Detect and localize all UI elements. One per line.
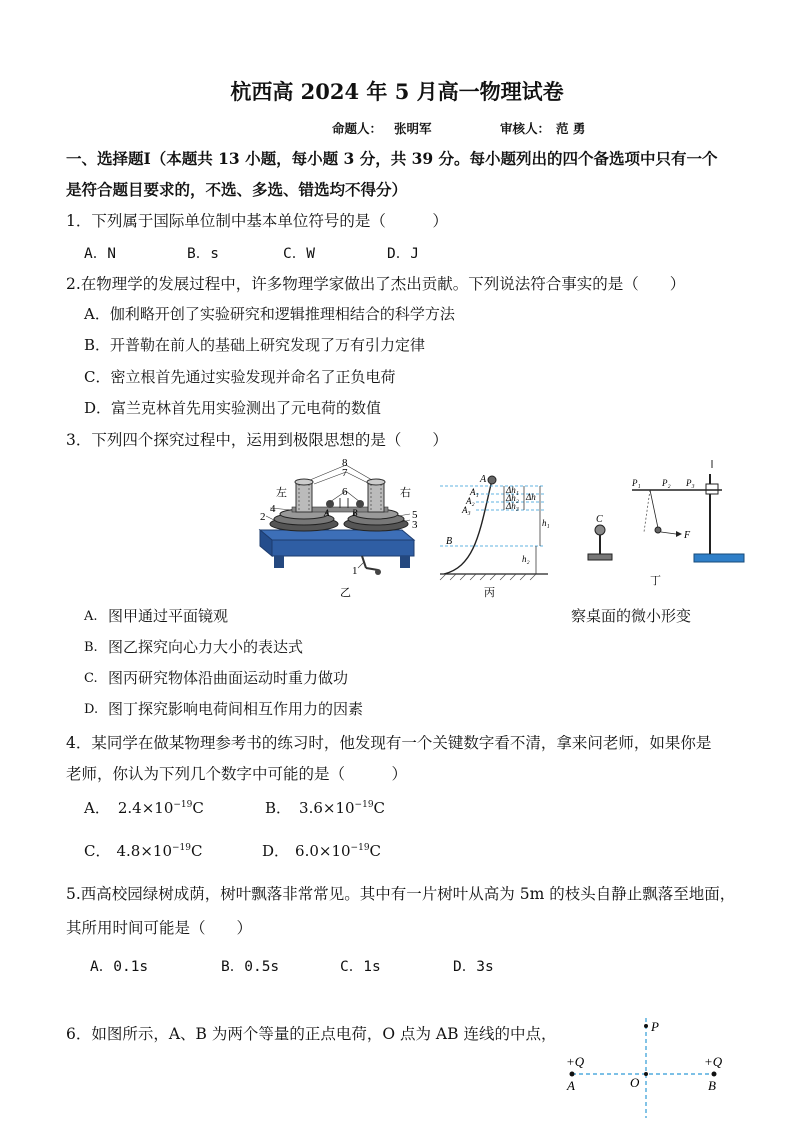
- figure-yi-label-3: 3: [412, 519, 418, 531]
- q3-option-a-text: 图甲通过平面镜观: [108, 607, 229, 625]
- q4-option-a-letter: A．: [84, 799, 110, 817]
- figure-yi-label-8: 8: [342, 458, 348, 469]
- figure-ding-charge-interaction: [582, 454, 750, 600]
- q3-stem: 3．下列四个探究过程中，运用到极限思想的是（ ）: [66, 431, 448, 449]
- q2-option-c: C．密立根首先通过实验发现并命名了正负电荷: [84, 368, 396, 386]
- q5-option-d: D．3s: [453, 959, 494, 975]
- q4-option-c-times-ten: ×10: [140, 842, 172, 860]
- q4-option-c: [84, 840, 202, 861]
- q1-stem: 1．下列属于国际单位制中基本单位符号的是（ ）: [66, 212, 448, 230]
- figure-bing-label-dh3: Δh₃: [506, 501, 519, 511]
- q4-option-b-letter: B．: [265, 799, 292, 817]
- figure-yi-label-4: 4: [270, 503, 276, 515]
- q5-stem-line2: 其所用时间可能是（ ）: [66, 919, 253, 937]
- figure-yi-point-b: B: [352, 508, 358, 518]
- q3-option-d-text: 图丁探究影响电荷间相互作用力的因素: [108, 700, 364, 718]
- figure-yi-label-1: 1: [352, 565, 358, 577]
- q3-option-c-text: 图丙研究物体沿曲面运动时重力做功: [108, 669, 349, 687]
- figure-bing-curve-heights: [436, 470, 552, 600]
- q2-stem: 2.在物理学的发展过程中，许多物理学家做出了杰出贡献。下列说法符合事实的是（ ）: [66, 275, 686, 293]
- figure-ding-label-p2: P₂: [662, 478, 671, 488]
- q3-option-b-text: 图乙探究向心力大小的表达式: [108, 638, 304, 656]
- q4-option-a: [84, 797, 204, 818]
- figure-ding-label-p3: P₃: [686, 478, 695, 488]
- q1-option-a: A．N: [84, 246, 116, 262]
- figure-bing-label-a3: A₃: [462, 505, 471, 515]
- author-name: 张明军: [394, 121, 432, 136]
- q1-option-d: D．J: [387, 246, 419, 262]
- figure-yi-caption: 乙: [340, 587, 351, 599]
- q6-stem: 6．如图所示，A、B 为两个等量的正点电荷，O 点为 AB 连线的中点，: [66, 1025, 557, 1043]
- q4-option-b-times-ten: ×10: [322, 799, 355, 817]
- q4-option-c-letter: C．: [84, 842, 111, 860]
- q3-option-d-letter: D.: [84, 702, 99, 717]
- q6-label-o: O: [630, 1075, 640, 1090]
- q4-option-a-unit: C: [192, 799, 204, 817]
- q4-option-b-mantissa: 3.6: [299, 799, 323, 817]
- q4-option-a-exp: −19: [173, 800, 193, 810]
- figure-bing-label-h1: h₁: [542, 518, 550, 528]
- q4-option-b: [265, 797, 385, 818]
- figure-bing-label-h2: h₂: [522, 554, 530, 564]
- section-heading-line2: 是符合题目要求的，不选、多选、错选均不得分）: [66, 180, 408, 199]
- figure-yi-label-7: 7: [342, 467, 348, 479]
- q4-option-d-exp: −19: [350, 843, 370, 853]
- q3-option-a-letter: A.: [84, 609, 98, 624]
- q4-option-a-mantissa: 2.4: [117, 799, 142, 817]
- author-label: 命题人：: [332, 121, 383, 136]
- q5-option-a: A．0.1s: [90, 959, 149, 975]
- q4-option-c-mantissa: 4.8: [116, 842, 141, 860]
- figure-yi-label-5: 5: [412, 509, 418, 521]
- exam-title: 杭西高 2024 年 5 月高一物理试卷: [230, 79, 564, 104]
- q4-stem-line2: 老师，你认为下列几个数字中可能的是（ ）: [66, 765, 408, 783]
- reviewer-name: 范 勇: [556, 121, 586, 136]
- figure-yi-label-2: 2: [260, 511, 266, 523]
- q3-option-c-letter: C.: [84, 671, 98, 686]
- figure-bing-label-a2: A₂: [466, 496, 475, 506]
- q4-option-c-unit: C: [191, 842, 203, 860]
- q6-label-p: P: [651, 1019, 659, 1034]
- figure-ding-label-p1: P₁: [632, 478, 641, 488]
- q1-option-c: C．W: [283, 246, 315, 262]
- q4-option-b-exp: −19: [354, 800, 374, 810]
- q2-option-b: B．开普勒在前人的基础上研究发现了万有引力定律: [84, 336, 426, 354]
- reviewer-label: 审核人：: [500, 121, 551, 136]
- figure-bing-label-dh1: Δh₁: [506, 485, 519, 495]
- figure-yi-left-label: 左: [276, 487, 287, 499]
- q5-stem-line1: 5.西高校园绿树成荫，树叶飘落非常常见。其中有一片树叶从高为 5m 的枝头自静止飘落至地面，: [66, 885, 736, 903]
- q3-option-b-letter: B.: [84, 640, 98, 655]
- figure-yi-right-label: 右: [400, 487, 411, 499]
- figure-bing-label-dh: Δh: [526, 492, 536, 502]
- q5-option-c: C．1s: [340, 959, 381, 975]
- q2-option-d: D．富兰克林首先用实验测出了元电荷的数值: [84, 399, 382, 417]
- q6-label-charge-a: +Q: [566, 1054, 585, 1069]
- section-heading-line1: 一、选择题Ⅰ（本题共 13 小题，每小题 3 分，共 39 分。每小题列出的四个备选项中只有一个: [66, 149, 718, 168]
- q4-option-d-letter: D．: [262, 842, 290, 860]
- q3-option-a-tail: 察桌面的微小形变: [571, 607, 692, 625]
- q4-option-d-unit: C: [369, 842, 382, 860]
- q4-option-d-times-ten: ×10: [318, 842, 351, 860]
- figure-ding-label-f: F: [684, 530, 691, 541]
- q4-option-a-times-ten: ×10: [141, 799, 174, 817]
- figure-bing-label-dh2: Δh₂: [506, 493, 519, 503]
- q6-label-charge-b: +Q: [704, 1054, 723, 1069]
- q4-stem-line1: 4．某同学在做某物理参考书的练习时，他发现有一个关键数字看不清，拿来问老师，如果你是: [66, 734, 712, 752]
- q2-option-a: A．伽利略开创了实验研究和逻辑推理相结合的科学方法: [84, 305, 455, 323]
- q1-option-b: B．s: [187, 246, 219, 262]
- figure-bing-caption: 丙: [484, 587, 495, 599]
- q5-option-b: B．0.5s: [221, 959, 280, 975]
- figure-q6-point-charges: [558, 1014, 738, 1120]
- q4-option-b-unit: C: [373, 799, 386, 817]
- figure-yi-centripetal-apparatus: [252, 458, 424, 600]
- figure-bing-label-a1: A₁: [470, 487, 479, 497]
- figure-yi-label-6: 6: [342, 486, 348, 498]
- figure-yi-point-a: A: [324, 508, 330, 518]
- figure-ding-label-c: C: [596, 514, 603, 525]
- q4-option-d-mantissa: 6.0: [295, 842, 319, 860]
- figure-bing-label-b: B: [446, 536, 453, 547]
- q4-option-d: [262, 840, 381, 861]
- q4-option-c-exp: −19: [172, 843, 191, 853]
- figure-ding-caption: 丁: [650, 575, 661, 587]
- q6-label-b: B: [708, 1078, 716, 1093]
- figure-bing-label-a: A: [480, 474, 487, 485]
- q6-label-a: A: [567, 1078, 575, 1093]
